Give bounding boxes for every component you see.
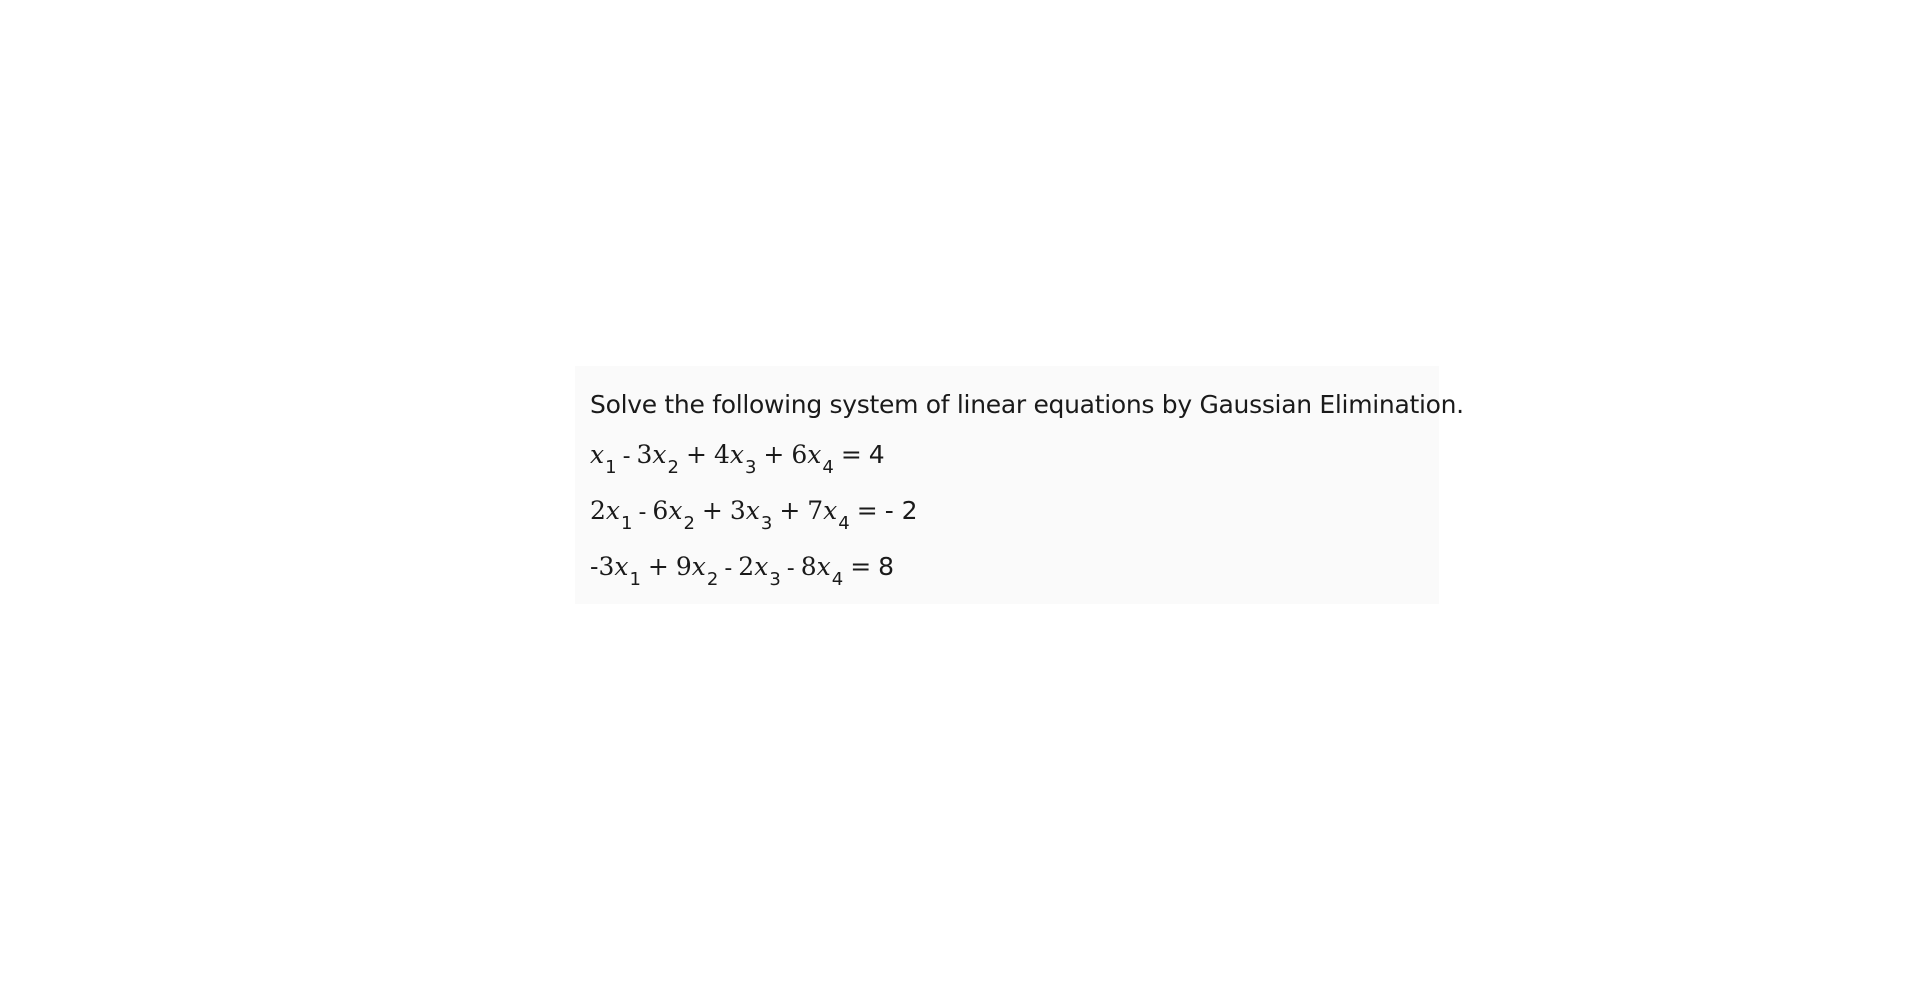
operator: - xyxy=(786,556,795,581)
question-prompt: Solve the following system of linear equations by Gaussian Elimination. xyxy=(590,390,1464,419)
equation-term: $3x_3$ xyxy=(729,496,773,534)
equation-rhs: 8 xyxy=(878,552,895,581)
equation-2 xyxy=(590,496,1423,552)
equation-1 xyxy=(590,440,1423,496)
operator: + xyxy=(763,440,785,469)
equation-term: $6x_2$ xyxy=(652,496,695,534)
equation-list xyxy=(590,440,1423,608)
equals-sign: = xyxy=(856,496,878,525)
equation-term: $6x_4$ xyxy=(791,440,834,478)
equation-term: $8x_4$ xyxy=(800,552,844,590)
equation-rhs: - 2 xyxy=(884,496,918,525)
operator: - xyxy=(638,500,647,525)
equals-sign: = xyxy=(840,440,862,469)
equation-term: $7x_4$ xyxy=(807,496,850,534)
equation-term: $9x_2$ xyxy=(675,552,719,590)
equation-term: $3x_2$ xyxy=(636,440,679,478)
operator: + xyxy=(647,552,669,581)
equation-term: $4x_3$ xyxy=(713,440,757,478)
operator: - xyxy=(622,444,631,469)
operator: + xyxy=(779,496,801,525)
operator: - xyxy=(724,556,733,581)
operator: + xyxy=(685,440,707,469)
equation-term: $x_1$ xyxy=(590,440,617,478)
equation-term: $2x_3$ xyxy=(738,552,781,590)
equation-term: $2x_1$ xyxy=(590,496,633,534)
operator: + xyxy=(701,496,723,525)
equation-rhs: 4 xyxy=(868,440,885,469)
question-card xyxy=(575,366,1464,604)
equation-term: $-3x_1$ xyxy=(590,552,641,590)
equals-sign: = xyxy=(850,552,872,581)
equation-3 xyxy=(590,552,1423,608)
